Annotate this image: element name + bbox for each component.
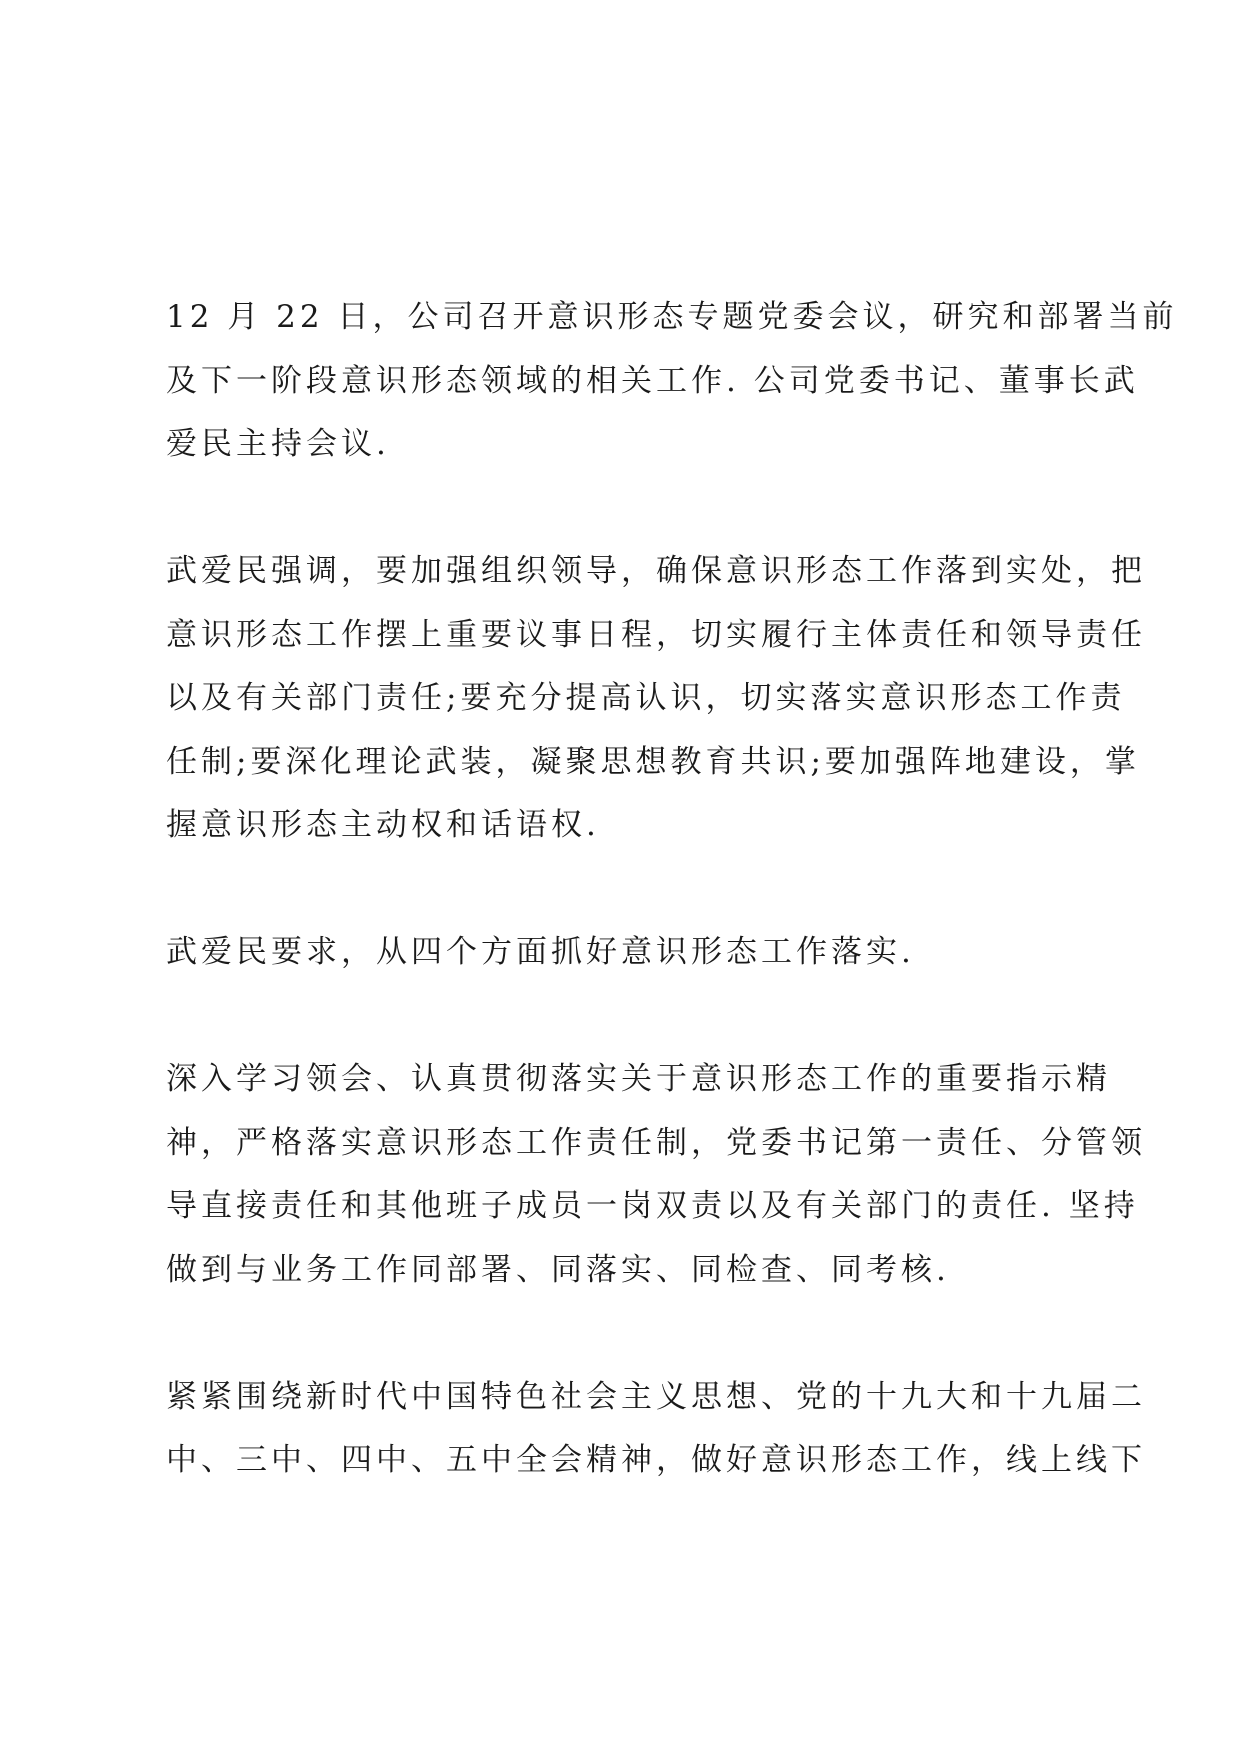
paragraph-emphasis — [166, 540, 1146, 858]
paragraph-gap — [166, 1302, 1096, 1366]
paragraph-line: 握意识形态主动权和话语权. — [166, 807, 600, 843]
document-body — [166, 286, 1178, 1493]
paragraph-line: 12 月 22 日，公司召开意识形态专题党委会议，研究和部署当前 — [166, 299, 1178, 335]
paragraph-line: 及下一阶段意识形态领域的相关工作. 公司党委书记、董事长武 — [166, 362, 1139, 399]
paragraph-requirements — [166, 921, 1096, 985]
paragraph-line: 爱民主持会议. — [166, 426, 390, 462]
paragraph-line: 武爱民要求，从四个方面抓好意识形态工作落实. — [166, 934, 915, 970]
paragraph-line: 中、三中、四中、五中全会精神，做好意识形态工作，线上线下 — [166, 1442, 1146, 1478]
paragraph-line: 深入学习领会、认真贯彻落实关于意识形态工作的重要指示精 — [166, 1061, 1111, 1097]
paragraph-line: 导直接责任和其他班子成员一岗双责以及有关部门的责任. 坚持 — [166, 1188, 1139, 1224]
paragraph-point-one — [166, 1048, 1146, 1302]
paragraph-gap — [166, 858, 1096, 922]
paragraph-gap — [166, 985, 1096, 1049]
paragraph-line: 做到与业务工作同部署、同落实、同检查、同考核. — [166, 1251, 950, 1288]
paragraph-line: 紧紧围绕新时代中国特色社会主义思想、党的十九大和十九届二 — [166, 1378, 1146, 1415]
paragraph-line: 任制;要深化理论武装，凝聚思想教育共识;要加强阵地建设，掌 — [166, 743, 1140, 780]
paragraph-line: 意识形态工作摆上重要议事日程，切实履行主体责任和领导责任 — [166, 616, 1146, 653]
paragraph-gap — [166, 477, 1096, 541]
paragraph-meeting-intro — [166, 286, 1178, 477]
paragraph-line: 神，严格落实意识形态工作责任制，党委书记第一责任、分管领 — [166, 1124, 1146, 1161]
paragraph-line: 以及有关部门责任;要充分提高认识，切实落实意识形态工作责 — [166, 680, 1126, 716]
paragraph-line: 武爱民强调，要加强组织领导，确保意识形态工作落到实处，把 — [166, 553, 1146, 589]
paragraph-point-two — [166, 1366, 1146, 1493]
